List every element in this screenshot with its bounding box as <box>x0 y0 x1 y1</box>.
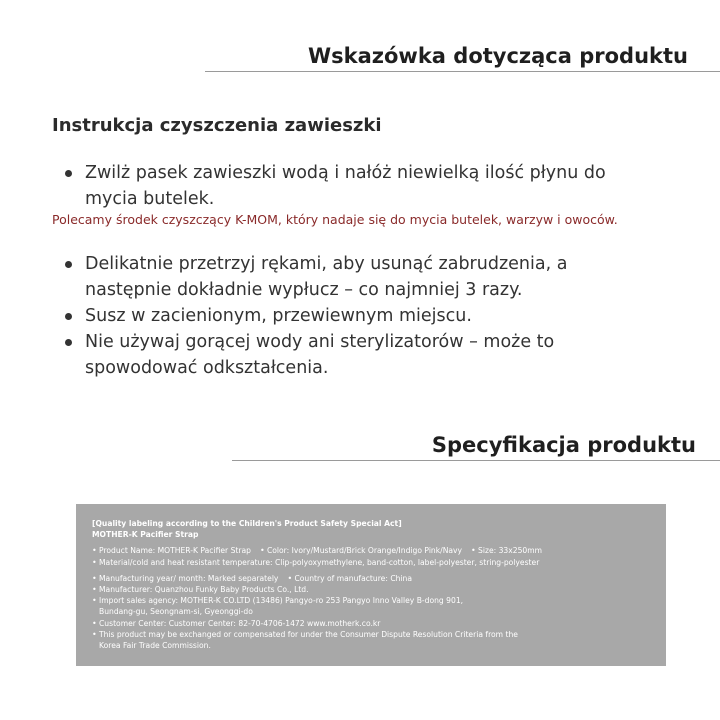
bullet-icon: • <box>92 546 97 556</box>
bullet-icon: • <box>471 546 476 556</box>
label-row <box>92 618 650 629</box>
bullet-icon: • <box>92 596 97 606</box>
label-heading: [Quality labeling according to the Children's Product Safety Special Act] <box>92 519 402 528</box>
cleaning-steps-list-1 <box>52 160 652 212</box>
bullet-icon: • <box>259 546 265 556</box>
label-row <box>92 557 650 568</box>
import-agency-address: Bundang-gu, Seongnam-si, Gyeonggi-do <box>99 607 253 617</box>
manufacturer: Manufacturer: Quanzhou Funky Baby Products Co., Ltd. <box>99 585 309 595</box>
bullet-icon <box>65 339 72 346</box>
manufacturing-date: Manufacturing year/ month: Marked separately <box>99 573 279 583</box>
bullet-icon: • <box>92 618 97 628</box>
label-product-heading: MOTHER-K Pacifier Strap <box>92 530 199 540</box>
bullet-icon <box>65 170 72 177</box>
label-row <box>92 629 650 640</box>
product-name: Product Name: MOTHER-K Pacifier Strap <box>99 546 251 556</box>
label-row <box>92 595 650 606</box>
bullet-icon: • <box>92 629 97 639</box>
color-options: Color: Ivory/Mustard/Brick Orange/Indigo Pink/Navy <box>266 546 463 556</box>
step-text: Nie używaj gorącej wody ani sterylizatorów – może to spowodować odkształcenia. <box>85 332 555 378</box>
label-row <box>92 545 650 556</box>
cleaner-recommendation-note: Polecamy środek czyszczący K-MOM, który nadaje się do mycia butelek, warzyw i owoców. <box>52 212 618 227</box>
label-row <box>92 573 650 584</box>
bullet-icon: • <box>92 585 97 595</box>
bullet-icon <box>65 261 72 268</box>
tip-divider <box>205 71 720 72</box>
list-item <box>52 251 652 303</box>
product-tip-title: Wskazówka dotycząca produktu <box>307 44 688 68</box>
material: Material/cold and heat resistant temperature: Clip-polyoxymethylene, band-cotton, label-polyester, string-polyester <box>99 557 540 567</box>
list-item <box>52 160 652 212</box>
cleaning-steps-list-2 <box>52 251 652 381</box>
cleaning-instructions-title: Instrukcja czyszczenia zawieszki <box>52 115 382 136</box>
bullet-icon <box>65 313 72 320</box>
list-item <box>52 329 652 381</box>
quality-label-panel <box>76 504 666 666</box>
list-item <box>52 303 652 329</box>
customer-center: Customer Center: Customer Center: 82-70-4706-1472 www.motherk.co.kr <box>99 618 381 628</box>
exchange-policy: This product may be exchanged or compensated for under the Consumer Dispute Resolution Criteria from the <box>99 629 518 639</box>
bullet-icon: • <box>92 573 97 583</box>
size: Size: 33x250mm <box>478 546 543 556</box>
product-specification-title: Specyfikacja produktu <box>431 433 696 457</box>
spec-divider <box>232 460 720 461</box>
country-of-manufacture: Country of manufacture: China <box>294 573 413 583</box>
step-text: Delikatnie przetrzyj rękami, aby usunąć zabrudzenia, a następnie dokładnie wypłucz – co najmniej 3 razy. <box>85 254 568 300</box>
bullet-icon: • <box>287 573 293 583</box>
import-agency: Import sales agency: MOTHER-K CO.LTD (13486) Pangyo-ro 253 Pangyo Inno Valley B-dong 901, <box>99 596 464 606</box>
bullet-icon: • <box>92 557 97 567</box>
step-text: Zwilż pasek zawieszki wodą i nałóż niewielką ilość płynu do mycia butelek. <box>85 163 606 209</box>
label-row <box>92 584 650 595</box>
exchange-policy-continued: Korea Fair Trade Commission. <box>99 641 211 651</box>
step-text: Susz w zacienionym, przewiewnym miejscu. <box>85 306 472 326</box>
